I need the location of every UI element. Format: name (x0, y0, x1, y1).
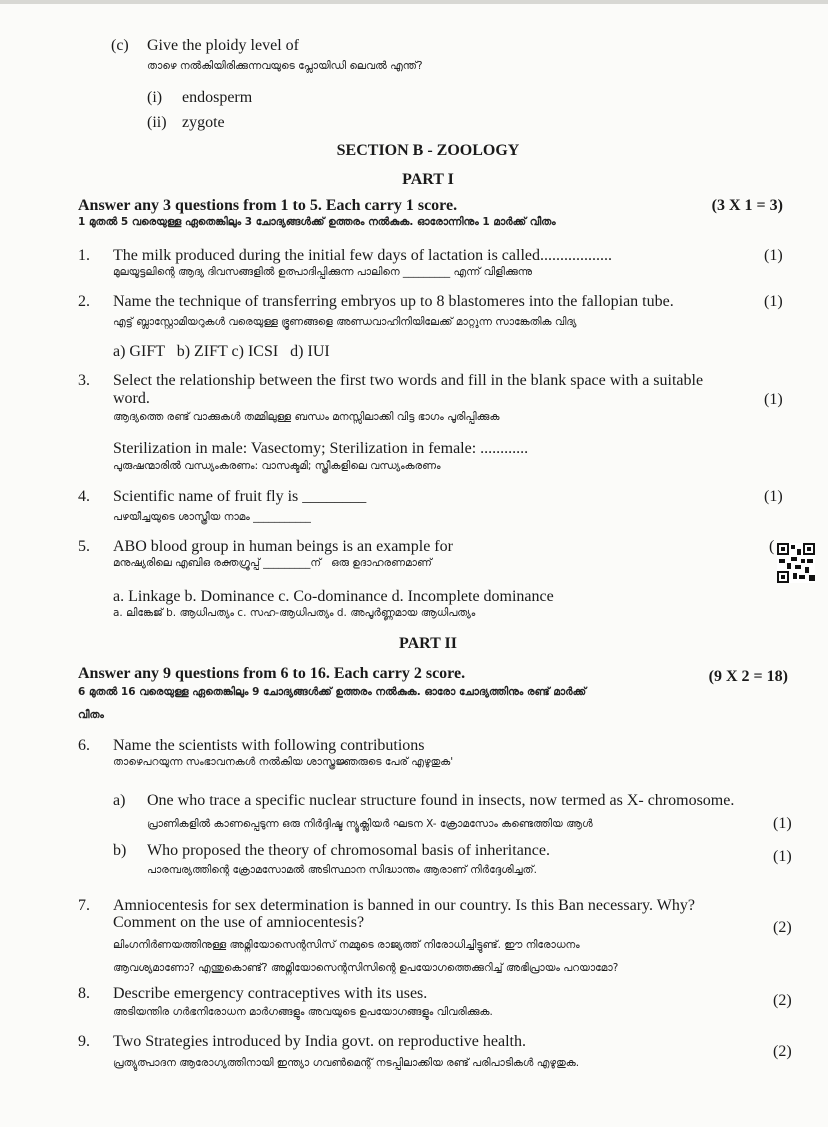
item-text: endosperm (182, 89, 253, 106)
question-text-cont: Comment on the use of amniocentesis? (113, 914, 365, 931)
question-number: 6. (78, 737, 90, 754)
question-text: ABO blood group in human beings is an example for (113, 538, 453, 555)
question-text: Name the scientists with following contributions (113, 737, 425, 754)
question-mark: (1) (773, 848, 792, 865)
question-text-ml: പ്രത്യുത്പാദന ആരോഗ്യത്തിനായി ഇന്ത്യാ ഗവൺമെന്റ് നടപ്പിലാക്കിയ രണ്ട് പരിപാടികൾ എഴുതുക. (113, 1057, 580, 1069)
question-text: Select the relationship between the first two words and fill in the blank space with a suitable (113, 372, 704, 389)
question-mark: (1) (764, 293, 783, 310)
question-text-ml-cont: ആവശ്യമാണോ? എന്തുകൊണ്ട്? അമ്നിയോസെന്റസിസിന്റെ ഉപയോഗത്തെക്കുറിച്ച് അഭിപ്രായം പറയാമോ? (113, 962, 619, 974)
part-instruction: Answer any 9 questions from 6 to 16. Each carry 2 score. (78, 665, 466, 682)
part-instruction: Answer any 3 questions from 1 to 5. Each carry 1 score. (78, 197, 458, 214)
question-text-ml: ലിംഗനിർണയത്തിനുള്ള അമ്നിയോസെന്റസിസ് നമ്മുടെ രാജ്യത്ത് നിരോധിച്ചിട്ടുണ്ട്. ഈ നിരോധനം (113, 939, 580, 951)
question-options-ml: a. ലിങ്കേജ് b. ആധിപത്യം c. സഹ-ആധിപത്യം d. അപൂർണ്ണമായ ആധിപത്യം (113, 607, 476, 619)
question-text-ml: ആദ്യത്തെ രണ്ട് വാക്കുകൾ തമ്മിലുള്ള ബന്ധം മനസ്സിലാക്കി വിട്ട ഭാഗം പൂരിപ്പിക്കുക (113, 411, 500, 423)
sub-text: One who trace a specific nuclear structure found in insects, now termed as X- chromosome. (147, 792, 735, 809)
part-title: PART I (402, 171, 454, 188)
question-number: 7. (78, 897, 90, 914)
sub-label: a) (113, 792, 126, 809)
part-score: (9 X 2 = 18) (708, 668, 788, 685)
question-text-ml: പഴയീച്ചയുടെ ശാസ്ത്രീയ നാമം ___________ (113, 511, 311, 523)
question-options: a) GIFT b) ZIFT c) ICSI d) IUI (113, 343, 330, 360)
question-text: Name the technique of transferring embryos up to 8 blastomeres into the fallopian tube. (113, 293, 674, 310)
question-number: 5. (78, 538, 90, 555)
question-text: The milk produced during the initial few days of lactation is called.................. (113, 247, 612, 264)
question-mark: (2) (773, 992, 792, 1009)
part-instruction-ml-cont: വീതം (78, 709, 104, 721)
sub-text-ml: പാരമ്പര്യത്തിന്റെ ക്രോമസോമൽ അടിസ്ഥാന സിദ്ധാന്തം ആരാണ് നിർദ്ദേശിച്ചത്. (147, 864, 537, 876)
question-number: 4. (78, 488, 90, 505)
sub-text-ml: പ്രാണികളിൽ കാണപ്പെടുന്ന ഒരു നിർദ്ദിഷ്ട ന്യൂക്ലിയർ ഘടന X- ക്രോമസോം കണ്ടെത്തിയ ആൾ (147, 818, 593, 830)
question-mark: ( (769, 538, 775, 555)
question-text: Two Strategies introduced by India govt. on reproductive health. (113, 1033, 526, 1050)
question-text-ml: താഴെപറയുന്ന സംഭാവനകൾ നൽകിയ ശാസ്ത്രജ്ഞരുടെ പേര് എഴുതുക' (113, 756, 454, 768)
qr-code-icon (777, 543, 815, 583)
scan-edge (0, 0, 828, 4)
question-mark: (2) (773, 919, 792, 936)
question-text: Describe emergency contraceptives with its uses. (113, 985, 428, 1002)
question-number: 8. (78, 985, 90, 1002)
part-title: PART II (399, 635, 457, 652)
question-mark: (1) (764, 488, 783, 505)
question-text: Amniocentesis for sex determination is banned in our country. Is this Ban necessary. Why? (113, 897, 695, 914)
section-title: SECTION B - ZOOLOGY (336, 142, 520, 159)
question-text-ml: മനുഷ്യരിലെ എബിഒ രക്തഗ്രൂപ്പ് _________ന് ഒരു ഉദാഹരണമാണ് (113, 557, 432, 569)
question-text-ml: അടിയന്തിര ഗർഭനിരോധന മാർഗങ്ങളും അവയുടെ ഉപയോഗങ്ങളും വിവരിക്കുക. (113, 1006, 493, 1018)
question-number: 3. (78, 372, 90, 389)
item-text: zygote (182, 114, 225, 131)
question-mark: (1) (773, 815, 792, 832)
question-text-cont: word. (113, 390, 150, 407)
question-sub: Sterilization in male: Vasectomy; Sterilization in female: ............ (113, 440, 529, 457)
question-options: a. Linkage b. Dominance c. Co-dominance d. Incomplete dominance (113, 588, 554, 605)
part-instruction-ml: 1 മുതൽ 5 വരെയുള്ള ഏതെങ്കിലും 3 ചോദ്യങ്ങൾക്ക് ഉത്തരം നൽകുക. ഓരോന്നിനും 1 മാർക്ക് വീതം (78, 216, 556, 228)
item-label: (ii) (147, 114, 167, 131)
question-text: Give the ploidy level of (147, 37, 299, 54)
question-text: Scientific name of fruit fly is ________ (113, 488, 367, 505)
question-mark: (2) (773, 1043, 792, 1060)
question-text-ml: മുലയൂട്ടലിന്റെ ആദ്യ ദിവസങ്ങളിൽ ഉത്പാദിപ്പിക്കുന്ന പാലിനെ _________ എന്ന് വിളിക്കുന്നു (113, 266, 533, 278)
question-number: 1. (78, 247, 90, 264)
question-text-ml: എട്ട് ബ്ലാസ്റ്റോമിയറുകൾ വരെയുള്ള ഭ്രൂണങ്ങളെ അണ്ഡവാഹിനിയിലേക്ക് മാറ്റുന്ന സാങ്കേതിക വിദ്യ (113, 316, 577, 328)
question-number: 2. (78, 293, 90, 310)
sub-label: b) (113, 842, 127, 859)
question-text-ml: താഴെ നൽകിയിരിക്കുന്നവയുടെ പ്ലോയിഡി ലെവൽ എന്ത്? (147, 60, 423, 72)
sub-text: Who proposed the theory of chromosomal basis of inheritance. (147, 842, 550, 859)
item-label: (i) (147, 89, 163, 106)
question-mark: (1) (764, 391, 783, 408)
question-number: 9. (78, 1033, 90, 1050)
part-instruction-ml: 6 മുതൽ 16 വരെയുള്ള ഏതെങ്കിലും 9 ചോദ്യങ്ങൾക്ക് ഉത്തരം നൽകുക. ഓരോ ചോദ്യത്തിനും രണ്ട് മാർക്ക് (78, 686, 587, 698)
part-score: (3 X 1 = 3) (711, 197, 783, 214)
question-sub-ml: പുരുഷന്മാരിൽ വന്ധ്യംകരണം: വാസക്ടമി; സ്ത്രീകളിലെ വന്ധ്യംകരണം (113, 460, 441, 472)
question-mark: (1) (764, 247, 783, 264)
question-label: (c) (111, 37, 129, 54)
